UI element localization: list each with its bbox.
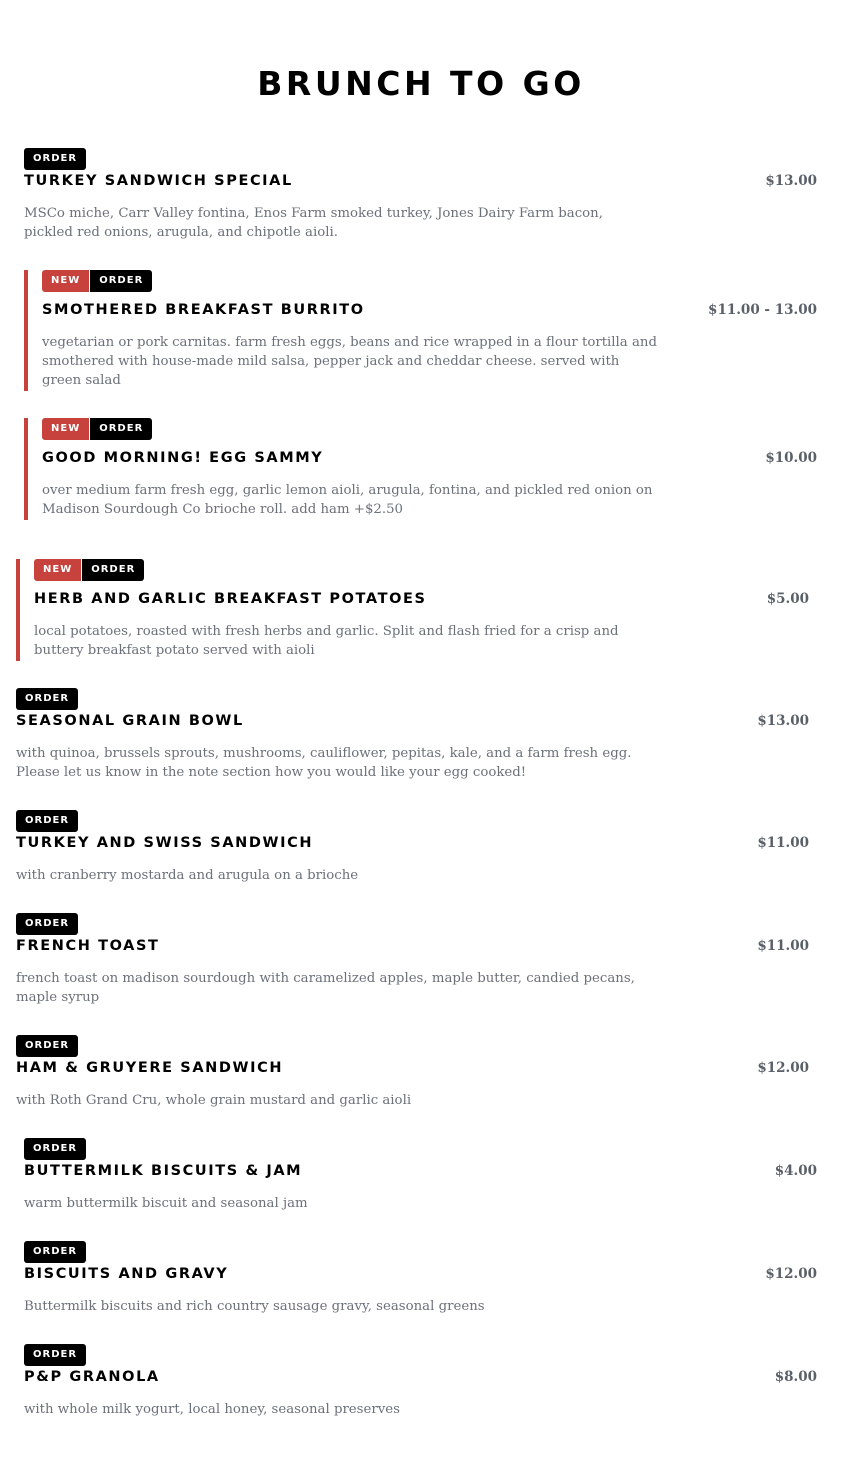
item-name[interactable]: GOOD MORNING! EGG SAMMY <box>42 450 324 466</box>
new-badge: NEW <box>42 418 89 440</box>
order-button[interactable]: ORDER <box>16 913 78 935</box>
item-description: warm buttermilk biscuit and seasonal jam <box>24 1196 308 1211</box>
order-button[interactable]: ORDER <box>24 1344 86 1366</box>
new-badge: NEW <box>34 559 81 581</box>
badge-group <box>16 913 78 935</box>
new-badge: NEW <box>42 270 89 292</box>
item-price: $8.00 <box>774 1369 817 1385</box>
item-price: $4.00 <box>774 1163 817 1179</box>
badge-group <box>24 1138 86 1160</box>
item-description: vegetarian or pork carnitas. farm fresh eggs, beans and rice wrapped in a flour tortilla and smothered with house-made mild salsa, pepper jack and cheddar cheese. served with green salad <box>42 335 657 388</box>
item-name[interactable]: BUTTERMILK BISCUITS & JAM <box>24 1163 303 1179</box>
page-title: BRUNCH TO GO <box>257 64 585 104</box>
badge-group <box>16 810 78 832</box>
item-description: Buttermilk biscuits and rich country sausage gravy, seasonal greens <box>24 1299 485 1314</box>
menu-item <box>24 1138 817 1214</box>
item-description: with whole milk yogurt, local honey, seasonal preserves <box>24 1402 400 1417</box>
badge-group <box>24 1344 86 1366</box>
order-button[interactable]: ORDER <box>90 418 152 440</box>
item-name[interactable]: SEASONAL GRAIN BOWL <box>16 713 244 729</box>
menu-item <box>24 148 817 243</box>
badge-group <box>42 270 152 292</box>
order-button[interactable]: ORDER <box>24 1138 86 1160</box>
item-name[interactable]: SMOTHERED BREAKFAST BURRITO <box>42 302 365 318</box>
badge-group <box>24 148 86 170</box>
item-description: with Roth Grand Cru, whole grain mustard and garlic aioli <box>16 1093 412 1108</box>
badge-group <box>24 1241 86 1263</box>
menu-item <box>16 913 809 1008</box>
item-description: with cranberry mostarda and arugula on a brioche <box>16 868 359 883</box>
item-description: french toast on madison sourdough with caramelized apples, maple butter, candied pecans, maple syrup <box>16 971 635 1005</box>
item-name[interactable]: HERB AND GARLIC BREAKFAST POTATOES <box>34 591 427 607</box>
item-price: $10.00 <box>765 450 817 466</box>
order-button[interactable]: ORDER <box>24 1241 86 1263</box>
item-price: $5.00 <box>766 591 809 607</box>
menu-item <box>16 1035 809 1111</box>
menu-item <box>24 1241 817 1317</box>
item-price: $12.00 <box>757 1060 809 1076</box>
order-button[interactable]: ORDER <box>90 270 152 292</box>
item-description: local potatoes, roasted with fresh herbs and garlic. Split and flash fried for a crisp and buttery breakfast potato served with aioli <box>34 624 619 658</box>
order-button[interactable]: ORDER <box>82 559 144 581</box>
item-name[interactable]: HAM & GRUYERE SANDWICH <box>16 1060 284 1076</box>
menu-item <box>24 1344 817 1420</box>
item-price: $13.00 <box>757 713 809 729</box>
badge-group <box>34 559 144 581</box>
item-description: MSCo miche, Carr Valley fontina, Enos Farm smoked turkey, Jones Dairy Farm bacon, pickled red onions, arugula, and chipotle aioli. <box>24 206 603 240</box>
order-button[interactable]: ORDER <box>16 1035 78 1057</box>
item-price: $11.00 <box>757 938 809 954</box>
menu-item <box>24 270 817 391</box>
item-description: over medium farm fresh egg, garlic lemon aioli, arugula, fontina, and pickled red onion on Madison Sourdough Co brioche roll. add ham +$2.50 <box>42 483 653 517</box>
order-button[interactable]: ORDER <box>24 148 86 170</box>
badge-group <box>42 418 152 440</box>
item-price: $11.00 <box>757 835 809 851</box>
item-name[interactable]: TURKEY AND SWISS SANDWICH <box>16 835 314 851</box>
order-button[interactable]: ORDER <box>16 688 78 710</box>
menu-item <box>16 559 809 661</box>
menu-item <box>24 418 817 520</box>
item-price: $11.00 - 13.00 <box>708 302 817 318</box>
item-name[interactable]: P&P GRANOLA <box>24 1369 160 1385</box>
item-name[interactable]: BISCUITS AND GRAVY <box>24 1266 229 1282</box>
menu-item <box>16 688 809 783</box>
item-price: $12.00 <box>765 1266 817 1282</box>
order-button[interactable]: ORDER <box>16 810 78 832</box>
menu-item <box>16 810 809 886</box>
badge-group <box>16 1035 78 1057</box>
item-name[interactable]: FRENCH TOAST <box>16 938 160 954</box>
item-name[interactable]: TURKEY SANDWICH SPECIAL <box>24 173 293 189</box>
badge-group <box>16 688 78 710</box>
item-price: $13.00 <box>765 173 817 189</box>
item-description: with quinoa, brussels sprouts, mushrooms, cauliflower, pepitas, kale, and a farm fresh egg. Please let us know in the note section how you would like your egg cooked! <box>16 746 632 780</box>
